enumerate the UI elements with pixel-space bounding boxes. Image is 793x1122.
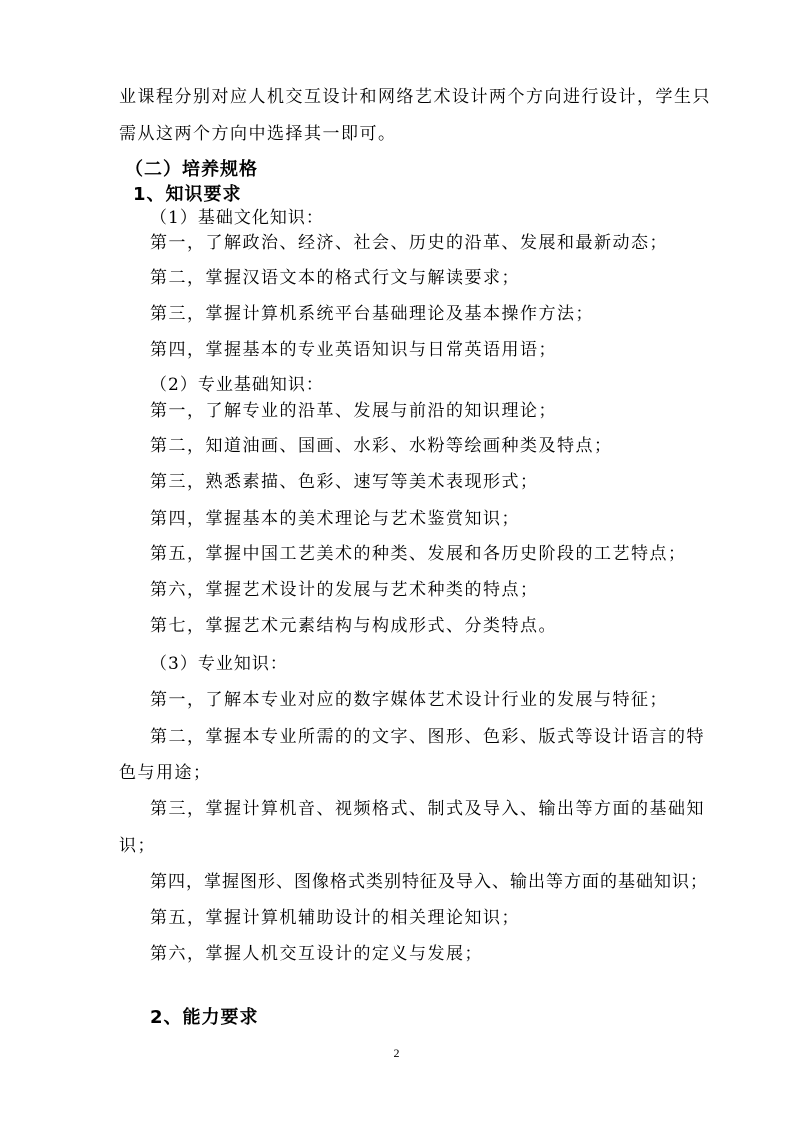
page-number: 2 bbox=[393, 1046, 400, 1060]
list-item: 第四，掌握基本的专业英语知识与日常英语用语； bbox=[150, 340, 557, 360]
list-item: 第一，了解政治、经济、社会、历史的沿革、发展和最新动态； bbox=[150, 233, 668, 253]
list-item: 第二，掌握本专业所需的的文字、图形、色彩、版式等设计语言的特 bbox=[150, 727, 705, 747]
list-item: 第五，掌握计算机辅助设计的相关理论知识； bbox=[150, 908, 520, 928]
list-item: 第四，掌握图形、图像格式类别特征及导入、输出等方面的基础知识； bbox=[150, 872, 708, 892]
list-item: 第六，掌握艺术设计的发展与艺术种类的特点； bbox=[150, 580, 539, 600]
professional-subtitle: （3）专业知识： bbox=[150, 654, 288, 674]
intro-line-1: 业课程分别对应人机交互设计和网络艺术设计两个方向进行设计，学生只 bbox=[119, 87, 711, 107]
ability-title: 2、能力要求 bbox=[150, 1007, 259, 1028]
list-item-continuation: 识； bbox=[119, 836, 156, 856]
list-item: 第三，熟悉素描、色彩、速写等美术表现形式； bbox=[150, 472, 539, 492]
list-item: 第七，掌握艺术元素结构与构成形式、分类特点。 bbox=[150, 616, 557, 636]
list-item: 第六，掌握人机交互设计的定义与发展； bbox=[150, 944, 483, 964]
basic-subtitle: （1）基础文化知识： bbox=[150, 208, 324, 228]
list-item: 第一，了解专业的沿革、发展与前沿的知识理论； bbox=[150, 401, 557, 421]
list-item: 第一，了解本专业对应的数字媒体艺术设计行业的发展与特征； bbox=[150, 690, 668, 710]
list-item: 第三，掌握计算机系统平台基础理论及基本操作方法； bbox=[150, 304, 594, 324]
list-item: 第三，掌握计算机音、视频格式、制式及导入、输出等方面的基础知 bbox=[150, 799, 705, 819]
knowledge-title: 1、知识要求 bbox=[133, 184, 242, 205]
intro-line-2: 需从这两个方向中选择其一即可。 bbox=[119, 124, 397, 144]
list-item: 第四，掌握基本的美术理论与艺术鉴赏知识； bbox=[150, 509, 520, 529]
list-item: 第五，掌握中国工艺美术的种类、发展和各历史阶段的工艺特点； bbox=[150, 544, 687, 564]
list-item: 第二，掌握汉语文本的格式行文与解读要求； bbox=[150, 268, 520, 288]
professional-basic-subtitle: （2）专业基础知识： bbox=[150, 375, 324, 395]
section-title: （二）培养规格 bbox=[125, 159, 258, 180]
list-item-continuation: 色与用途； bbox=[119, 763, 212, 783]
list-item: 第二，知道油画、国画、水彩、水粉等绘画种类及特点； bbox=[150, 436, 613, 456]
